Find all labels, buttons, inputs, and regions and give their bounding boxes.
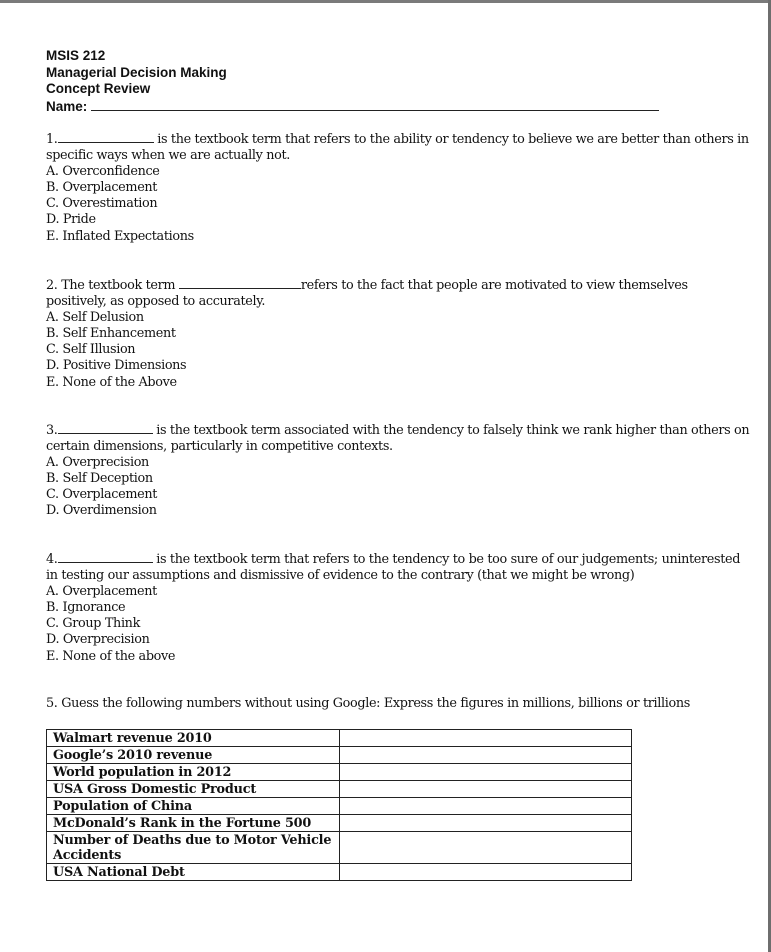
row-label: USA National Debt [47, 864, 340, 881]
answer-cell[interactable] [340, 864, 632, 881]
answer-cell[interactable] [340, 832, 632, 864]
table-row [47, 815, 632, 832]
option: C. Overestimation [46, 196, 158, 212]
option: D. Pride [46, 212, 96, 228]
option: B. Ignorance [46, 600, 126, 616]
table-row [47, 798, 632, 815]
table-row [47, 832, 632, 864]
answer-cell[interactable] [340, 730, 632, 747]
question-number: 3. [46, 423, 58, 438]
table-row [47, 864, 632, 881]
name-label: Name: [46, 98, 88, 114]
question-text: is the textbook term that refers to the tendency to be too sure of our judgements; uninterested [152, 552, 741, 567]
name-blank[interactable] [91, 98, 659, 111]
option: B. Overplacement [46, 180, 158, 196]
row-label: McDonald’s Rank in the Fortune 500 [47, 815, 340, 832]
table-row [47, 781, 632, 798]
answer-blank[interactable] [58, 422, 153, 434]
document-header [46, 48, 659, 115]
guess-table [46, 729, 632, 881]
option: D. Positive Dimensions [46, 358, 187, 374]
answer-cell[interactable] [340, 815, 632, 832]
question-text-cont: positively, as opposed to accurately. [46, 294, 266, 310]
answer-cell[interactable] [340, 798, 632, 815]
row-label: World population in 2012 [47, 764, 340, 781]
question-text: refers to the fact that people are motivated to view themselves [300, 278, 688, 293]
option: B. Self Deception [46, 471, 153, 487]
option: E. Inflated Expectations [46, 228, 194, 244]
option: A. Overconfidence [46, 164, 160, 180]
question-3 [46, 422, 750, 520]
question-number: 4. [46, 552, 58, 567]
answer-cell[interactable] [340, 747, 632, 764]
option: C. Group Think [46, 616, 140, 632]
document-subtitle: Concept Review [46, 81, 151, 96]
course-title: Managerial Decision Making [46, 64, 227, 80]
option: D. Overdimension [46, 503, 157, 519]
row-label: Population of China [47, 798, 340, 815]
question-number: 1. [46, 132, 58, 147]
table-row [47, 730, 632, 747]
answer-cell[interactable] [340, 764, 632, 781]
answer-blank[interactable] [58, 551, 153, 563]
question-text-cont: in testing our assumptions and dismissive of evidence to the contrary (that we might be wrong) [46, 568, 635, 584]
question-text-cont: specific ways when we are actually not. [46, 148, 290, 164]
option: A. Overplacement [46, 584, 157, 600]
name-row [46, 98, 659, 116]
course-code: MSIS 212 [46, 48, 106, 63]
answer-cell[interactable] [340, 781, 632, 798]
option: B. Self Enhancement [46, 326, 176, 342]
question-text-cont: certain dimensions, particularly in competitive contexts. [46, 439, 393, 455]
table-row [47, 747, 632, 764]
question-5 [46, 696, 726, 712]
row-label: Google’s 2010 revenue [47, 747, 340, 764]
option: E. None of the Above [46, 374, 177, 390]
option: C. Self Illusion [46, 342, 136, 358]
question-text: is the textbook term that refers to the ability or tendency to believe we are better than others in [153, 132, 749, 147]
question-text: 2. The textbook term [46, 278, 179, 293]
question-text: is the textbook term associated with the tendency to falsely think we rank higher than others on [152, 423, 750, 438]
question-text: 5. Guess the following numbers without using Google: Express the figures in millions, billions or trillions [46, 696, 690, 711]
answer-blank[interactable] [58, 131, 154, 143]
option: C. Overplacement [46, 487, 158, 503]
question-1 [46, 131, 749, 245]
row-label: USA Gross Domestic Product [47, 781, 340, 798]
option: E. None of the above [46, 648, 176, 664]
answer-blank[interactable] [179, 277, 301, 289]
document-page [0, 3, 768, 952]
option: D. Overprecision [46, 632, 150, 648]
question-4 [46, 551, 741, 665]
table-row [47, 764, 632, 781]
row-label: Walmart revenue 2010 [47, 730, 340, 747]
question-2 [46, 277, 726, 391]
option: A. Self Delusion [46, 310, 144, 326]
row-label: Number of Deaths due to Motor Vehicle Accidents [47, 832, 340, 864]
option: A. Overprecision [46, 455, 149, 471]
